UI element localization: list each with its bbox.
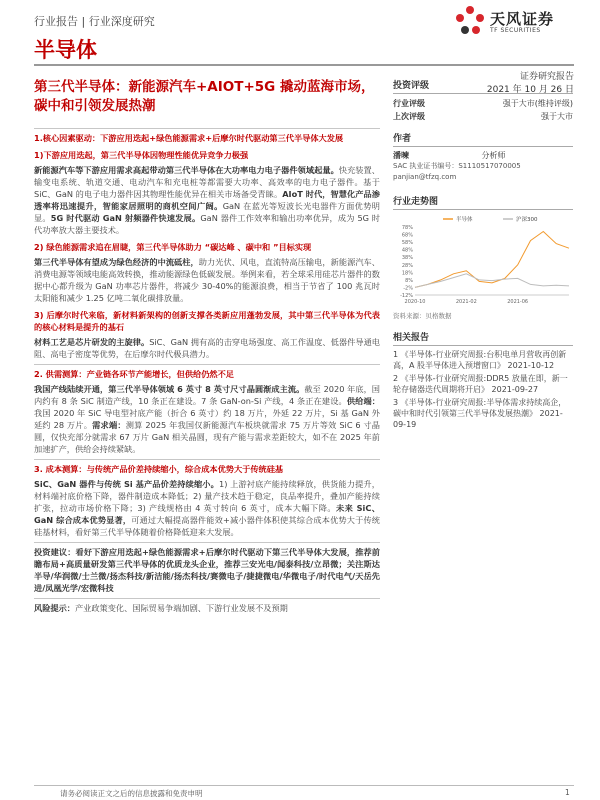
footer-disclaimer: 请务必阅读正文之后的信息披露和免责申明: [60, 789, 203, 798]
paragraph-lead: AIoT 时代，智慧化产品渗透率将迅速提升，智能家居照明的商机空间广阔。: [34, 189, 380, 211]
series-line: [415, 232, 569, 288]
header-divider: [34, 64, 574, 66]
y-tick-label: 18%: [401, 270, 413, 277]
subsection-heading: 1)下游应用迭起，第三代半导体因物理性能优异竞争力极强: [34, 150, 249, 160]
report-type: 证券研究报告: [519, 72, 574, 82]
investment-advice: 投资建议：看好下游应用迭起+绿色能源需求+后摩尔时代驱动下第三代半导体大发展，推荐前瞻布局+高质量研发第三代半导体的优质龙头企业，推荐三安光电/闻泰科技/立昂微；关注斯达半导/华润微/士兰微/扬杰科技/新洁能/扬杰科技/赛微电子/捷捷微电/华微电子/时代电气/天岳先进/凤凰光学/宏微科技: [34, 547, 380, 593]
paragraph-lead: 供给端：: [346, 396, 380, 406]
paragraph-lead: 第三代半导体有望成为绿色经济的中流砥柱，: [34, 257, 199, 267]
legend-label: 沪深300: [516, 217, 538, 223]
logo-text: 天风证券: [490, 10, 555, 28]
paragraph-text: SiC、GaN 拥有高的击穿电场强度、高工作温度、低器件导通电阻、高电子密度等优势，在后摩尔时代极具潜力。: [34, 337, 380, 359]
paragraph-lead: 新能源汽车等下游应用需求高起带动第三代半导体在大功率电力电子器件领域起量。: [34, 165, 339, 175]
footer-divider: [34, 785, 574, 786]
rating-block: [393, 78, 573, 123]
section-heading: 2. 供需测算：产业链各环节产能增长，但供给仍然不足: [34, 364, 380, 380]
risk-text: 产业政策变化、国际贸易争端加剧、下游行业发展不及预期: [74, 603, 288, 613]
paragraph: [34, 164, 380, 236]
paragraph: [34, 256, 380, 304]
section-heading: 3. 成本测算：与传统产品价差持续缩小，综合成本优势大于传统硅基: [34, 459, 380, 475]
main-content: [34, 128, 380, 618]
x-tick-label: 2020-10: [404, 299, 426, 305]
paragraph-text: 快充装置、输变电系统、轨道交通、电动汽车和充电桩等都需要大功率、高效率的电力电子器件。基于 SiC、GaN 的电子电力器件因其物理性能优异在相关市场备受青睐。: [34, 165, 380, 199]
paragraph-lead: 需求端：: [92, 420, 126, 430]
related-block: [393, 330, 573, 432]
author-email: panjian@tfzq.com: [393, 173, 457, 181]
logo: [452, 4, 572, 44]
y-tick-label: 28%: [401, 262, 413, 269]
chart-header: 行业走势图: [393, 194, 573, 210]
paragraph-lead: 材料工艺是芯片研发的主旋律。: [34, 337, 150, 347]
page-number: 1: [565, 788, 570, 797]
section-heading: 1.核心因素驱动：下游应用迭起+绿色能源需求+后摩尔时代驱动第三代半导体大发展: [34, 128, 380, 144]
y-tick-label: 78%: [401, 225, 413, 231]
legend-label: 半导体: [456, 217, 473, 223]
paragraph: [34, 598, 380, 614]
paragraph-text: 测算 2025 年我国仅新能源汽车板块就需求 75 万片等效 SiC 6 寸晶圆，仅快充部分就需求 67 万片 GaN 相关晶圆，现有产能与需求差距较大，如不在 2025 年前加速扩产，供给会持续紧缺。: [34, 420, 380, 454]
related-report[interactable]: 3 《半导体-行业研究周报:半导体需求持续高企，碳中和时代引领第三代半导体发展热潮》 2021-09-19: [393, 398, 567, 429]
report-title: 第三代半导体：新能源汽车+AIOT+5G 撬动蓝海市场，碳中和引领发展热潮: [34, 79, 375, 114]
paragraph: [34, 478, 380, 538]
paragraph-text: GaN 在蓝光等短波长光电器件方面优势明显。: [34, 201, 380, 223]
report-tags: 行业报告 | 行业深度研究: [34, 15, 155, 28]
trend-chart: [393, 213, 573, 309]
risk-label: 风险提示：: [34, 603, 75, 613]
paragraph-text: 1) 上游衬底产能持续释放，供货能力提升，材料端衬底价格下降，器件制造成本降低；2) 量产技术趋于稳定，良品率提升，叠加产能持续扩张，拉动市场价格下降；3) 产线规格由 4 英寸转向 6 英寸，成本大幅下降。: [34, 479, 380, 513]
author-role: 分析师: [481, 151, 506, 160]
paragraph-lead: SiC、GaN 器件与传统 Si 基产品价差持续缩小。: [34, 479, 219, 489]
paragraph-text: 助力光伏、风电，直流特高压输电，新能源汽车、消费电源等领域电能高效转换，推动能源绿色低碳发展。举例来看，若全球采用硅芯片器件的数据中心都升级为 GaN 功率芯片器件，将减少 30-40%的能源浪费，相当于节省了 100 兆瓦时太阳能和减少 1.25 亿吨二氧化碳排放量。: [34, 257, 380, 303]
paragraph-text: 可通过大幅提高器件能效+减小器件体积使其综合成本优势大于传统硅基材料，看好第三代半导体随着价格降低迎来大发展。: [34, 515, 380, 537]
x-tick-label: 2021-06: [507, 299, 529, 305]
logo-subtext: TF SECURITIES: [490, 27, 541, 34]
report-date: 2021 年 10 月 26 日: [486, 85, 574, 95]
rating-header: 投资评级: [393, 78, 573, 94]
industry-rating: [393, 97, 573, 110]
related-report[interactable]: 1 《半导体-行业研究周报:台积电单月营收再创新高，A 股半导体进入预增窗口》 2021-10-12: [393, 350, 567, 370]
logo-icon: [452, 4, 488, 40]
prev-rating: [393, 110, 573, 123]
paragraph: [34, 542, 380, 594]
related-report[interactable]: 2 《半导体-行业研究周报:DDR5 放量在即，新一轮存储器迭代周期将开启》 2021-09-27: [393, 374, 568, 394]
chart-block: [393, 194, 573, 320]
y-tick-label: 48%: [401, 247, 413, 254]
paragraph-text: 我国 2020 年 SiC 导电型衬底产能（折合 6 英寸）约 18 万片，外延 22 万片，Si 基 GaN 外延约 28 万片。: [34, 408, 380, 430]
author-sac: SAC 执业证书编号：S1110517070005: [393, 162, 521, 170]
paragraph-text: GaN 器件工作效率和输出功率优异，成为 5G 时代功率放大器主要技术。: [34, 213, 380, 235]
industry-rating-label: 行业评级: [393, 99, 425, 108]
related-header: 相关报告: [393, 330, 573, 346]
prev-rating-label: 上次评级: [393, 112, 425, 121]
prev-rating-value: 强于大市: [541, 112, 573, 121]
author-header: 作者: [393, 131, 573, 147]
author-name: 潘暕: [393, 151, 409, 160]
industry-rating-value: 强于大市(维持评级): [502, 99, 573, 108]
y-tick-label: 68%: [401, 232, 413, 239]
paragraph-lead: 我国产线陆续开通，第三代半导体领域 6 英寸 8 英寸尺寸晶圆渐成主流。: [34, 384, 305, 394]
subsection-heading: 3) 后摩尔时代来临，新材料新架构的创新支撑各类新应用蓬勃发展，其中第三代半导体为代表的核心材料是提升的基石: [34, 310, 380, 332]
y-tick-label: 38%: [401, 255, 413, 262]
paragraph-text: 截至 2020 年底，国内约有 8 条 SiC 制造产线，10 条正在建设。7 条 GaN-on-Si 产线，4 条正在建设。: [34, 384, 380, 406]
industry-title: 半导体: [34, 38, 97, 62]
author-block: [393, 131, 573, 183]
x-tick-label: 2021-02: [455, 299, 477, 305]
subsection-heading: 2) 绿色能源需求追在眉睫，第三代半导体助力 “碳达峰 、碳中和 ”目标实现: [34, 242, 312, 252]
paragraph-lead: 5G 时代驱动 GaN 射频器件快速发展。: [50, 213, 201, 223]
y-tick-label: -12%: [400, 293, 413, 299]
chart-source: 资料来源：贝格数据: [393, 312, 452, 320]
paragraph: [34, 383, 380, 455]
y-tick-label: 58%: [401, 240, 413, 247]
paragraph: [34, 336, 380, 360]
paragraph-lead: 未来 SiC、GaN 综合成本优势显著，: [34, 503, 380, 525]
y-tick-label: 8%: [405, 277, 413, 284]
y-tick-label: -2%: [403, 285, 413, 292]
